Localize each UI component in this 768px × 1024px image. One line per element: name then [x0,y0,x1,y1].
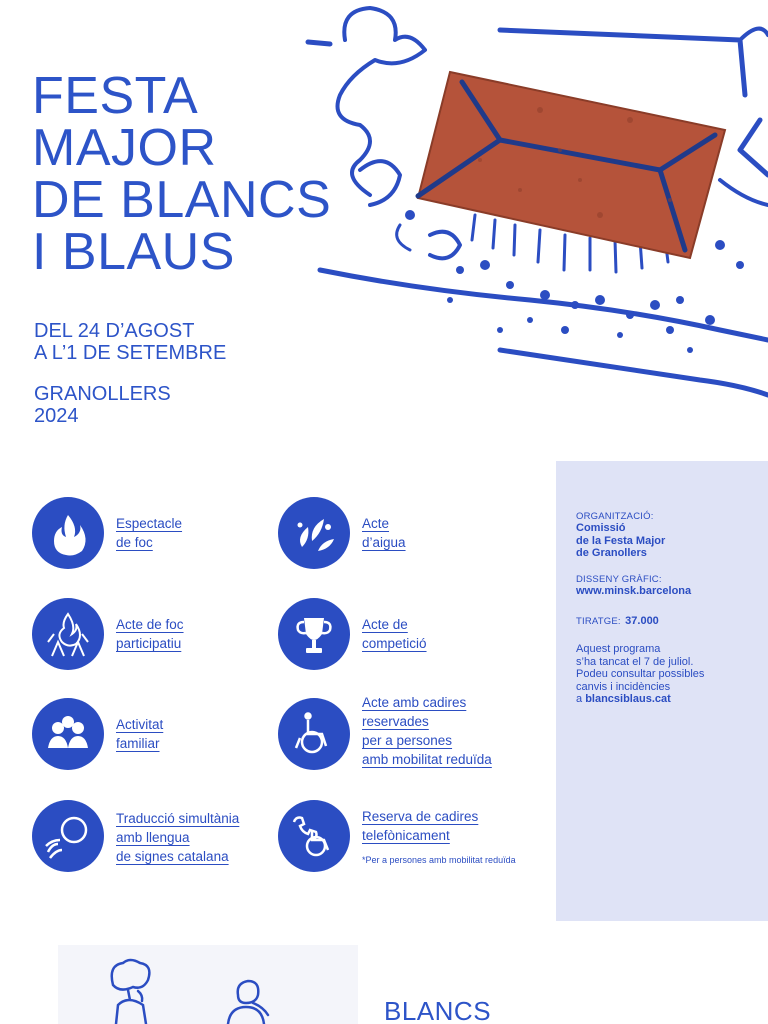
legend-item-phone-reservation [278,800,516,872]
credits-panel [556,461,768,921]
title-line-3: DE BLANCS [32,171,332,229]
fire-icon [32,497,104,569]
print-run-group [576,611,768,629]
phone-wheelchair-icon [278,800,350,872]
print-run-label: TIRATGE: [576,616,621,627]
notice-group: Aquest programa s’ha tancat el 7 de juliol. Podeu consultar possibles canvis i incidències a blancsiblaus.cat [576,643,705,705]
legend-item-water [278,497,406,569]
legend-item-family [32,698,163,770]
title-line-2: MAJOR [32,119,217,177]
design-group [576,574,768,598]
footer-brand-text: BLANCS [384,996,492,1024]
organizer-line-1: Comissió [576,522,626,534]
festival-dates [34,320,226,364]
organizer-line-3: de Granollers [576,547,647,559]
notice-prefix: a [576,693,583,705]
print-run-value: 37.000 [625,615,659,627]
legend-item-competition [278,598,427,670]
place-year: 2024 [34,405,79,427]
festival-place [34,383,171,427]
legend-label: Acte de competició [362,617,427,651]
legend-label: Activitat familiar [116,717,164,751]
brick-illustration [300,0,768,440]
organizer-group [576,511,768,560]
dates-line-1: DEL 24 D’AGOST [34,320,195,342]
legend-item-reserved-seats [278,695,492,770]
giants-illustration-box [58,945,358,1024]
legend-label: Espectacle de foc [116,516,183,550]
water-drops-icon [278,497,350,569]
dates-line-2: A L’1 DE SETEMBRE [34,342,227,364]
legend-item-fireworks [32,497,182,569]
giants-illustration [58,945,358,1024]
organizer-line-2: de la Festa Major [576,534,666,547]
wheelchair-icon [278,698,350,770]
design-label: DISSENY GRÀFIC: [576,573,662,585]
legend-label: Acte amb cadires reservades per a persones amb mobilitat reduïda [362,695,492,767]
trophy-icon [278,598,350,670]
website-link[interactable]: blancsiblaus.cat [585,693,671,705]
place-city: GRANOLLERS [34,383,171,405]
design-link[interactable]: www.minsk.barcelona [576,584,692,597]
title-line-4: I BLAUS [32,223,235,281]
legend-label: Reserva de cadires telefònicament *Per a persones amb mobilitat reduïda [362,807,516,870]
legend-item-sign-language [32,800,239,872]
legend-label: Acte d’aigua [362,516,406,550]
organizer-label: ORGANITZACIÓ: [576,511,654,522]
legend-label: Acte de foc participatiu [116,617,184,651]
family-icon [32,698,104,770]
reservation-note: *Per a persones amb mobilitat reduïda [362,855,516,865]
title-line-1: FESTA [32,67,199,125]
fire-participation-icon [32,598,104,670]
legend-label: Traducció simultània amb llengua de signes catalana [116,811,240,864]
legend-item-fire-participation [32,598,184,670]
sign-language-icon [32,800,104,872]
